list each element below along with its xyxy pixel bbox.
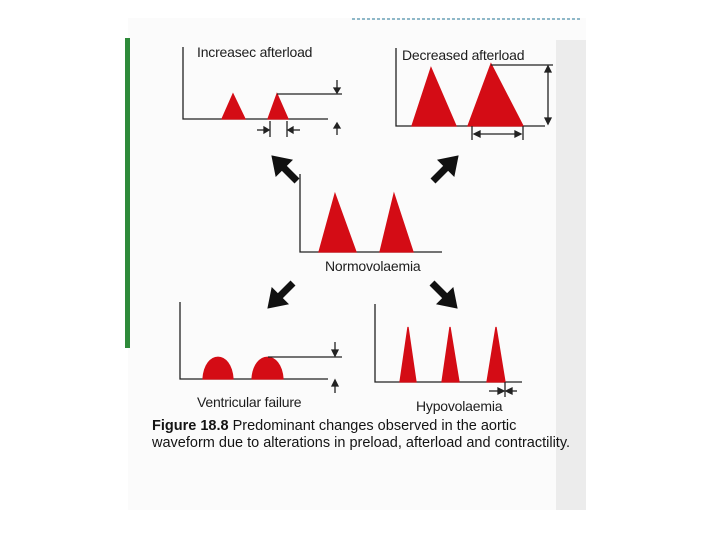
figure-number: Figure 18.8	[152, 418, 229, 434]
page-green-margin	[125, 38, 130, 348]
label-decreased-afterload: Decreased afterload	[402, 47, 525, 63]
figure-caption	[152, 418, 572, 452]
caption-text: Predominant changes observed in the aortic waveform due to alterations in preload, afterload and contractility.	[152, 418, 571, 451]
label-normovolaemia: Normovolaemia	[325, 258, 421, 274]
label-ventricular-failure: Ventricular failure	[197, 394, 302, 410]
label-hypovolaemia: Hypovolaemia	[416, 398, 503, 414]
label-increased-afterload: Increasec afterload	[197, 44, 313, 60]
